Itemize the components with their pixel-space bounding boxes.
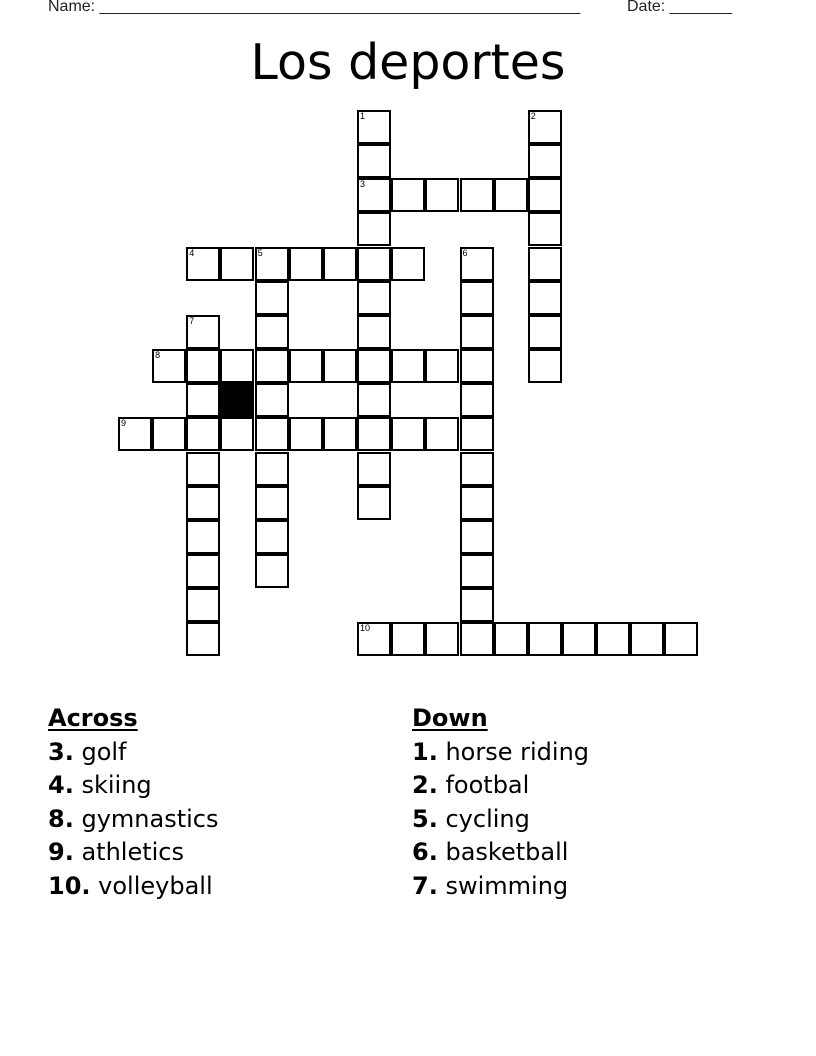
clue-text: cycling: [445, 804, 530, 833]
clue-text: skiing: [81, 771, 152, 799]
cell-number: 7: [189, 315, 195, 326]
crossword-cell[interactable]: [460, 315, 494, 349]
crossword-cell[interactable]: [528, 178, 562, 212]
clue-number: 10.: [48, 871, 91, 900]
crossword-cell[interactable]: [289, 247, 323, 281]
crossword-cell[interactable]: [528, 281, 562, 315]
crossword-cell[interactable]: [255, 281, 289, 315]
crossword-cell[interactable]: [255, 486, 289, 520]
crossword-cell[interactable]: [391, 247, 425, 281]
clue-item: [48, 736, 218, 770]
crossword-cell[interactable]: [391, 349, 425, 383]
crossword-cell[interactable]: [528, 247, 562, 281]
across-heading: Across: [48, 704, 138, 732]
crossword-cell[interactable]: [220, 417, 254, 451]
clue-number: 5.: [412, 804, 438, 833]
crossword-cell[interactable]: [460, 247, 494, 281]
cell-number: 1: [360, 111, 366, 121]
clue-number: 2.: [412, 771, 438, 799]
crossword-cell[interactable]: [186, 349, 220, 383]
crossword-cell[interactable]: [118, 417, 152, 451]
clue-text: swimming: [445, 871, 569, 900]
crossword-cell[interactable]: [186, 486, 220, 520]
clue-item: [412, 769, 589, 803]
crossword-cell[interactable]: [186, 417, 220, 451]
crossword-cell[interactable]: [186, 588, 220, 622]
crossword-cell[interactable]: [357, 110, 391, 144]
crossword-cell[interactable]: [460, 178, 494, 212]
crossword-cell[interactable]: [460, 520, 494, 554]
clue-text: horse riding: [445, 737, 590, 766]
crossword-cell[interactable]: [220, 247, 254, 281]
crossword-cell[interactable]: [186, 315, 220, 349]
cell-number: 10: [360, 623, 371, 634]
crossword-cell[interactable]: [186, 622, 220, 656]
clue-item: [48, 803, 218, 837]
crossword-cell[interactable]: [357, 178, 391, 212]
across-clues: [48, 702, 218, 903]
crossword-cell[interactable]: [186, 452, 220, 486]
clue-number: 1.: [412, 737, 438, 766]
crossword-cell[interactable]: [425, 417, 459, 451]
crossword-cell[interactable]: [528, 110, 562, 144]
cell-number: 5: [257, 247, 263, 258]
crossword-cell[interactable]: [596, 622, 630, 656]
crossword-cell[interactable]: [460, 622, 494, 656]
page-title: Los deportes: [250, 34, 566, 91]
crossword-cell[interactable]: [289, 349, 323, 383]
crossword-cell[interactable]: [186, 554, 220, 588]
crossword-cell[interactable]: [460, 486, 494, 520]
clue-text: basketball: [445, 838, 569, 866]
crossword-cell[interactable]: [494, 622, 528, 656]
crossword-cell[interactable]: [460, 452, 494, 486]
name-field-label[interactable]: Name: ______________________________________________________: [48, 0, 581, 15]
crossword-cell[interactable]: [255, 520, 289, 554]
crossword-cell[interactable]: [323, 247, 357, 281]
crossword-cell[interactable]: [460, 554, 494, 588]
down-clues: [412, 702, 589, 903]
crossword-cell[interactable]: [357, 486, 391, 520]
crossword-cell[interactable]: [357, 144, 391, 178]
crossword-cell[interactable]: [425, 622, 459, 656]
crossword-cell[interactable]: [425, 349, 459, 383]
cell-number: 8: [155, 350, 161, 361]
clue-item: [48, 769, 218, 803]
crossword-cell[interactable]: [391, 178, 425, 212]
crossword-cell[interactable]: [357, 247, 391, 281]
clue-number: 4.: [48, 771, 74, 799]
clue-number: 7.: [412, 871, 438, 900]
crossword-cell[interactable]: [357, 383, 391, 417]
clue-item: [48, 870, 218, 904]
cell-number: 9: [121, 418, 127, 429]
cell-number: 3: [360, 179, 366, 190]
crossword-cell[interactable]: [664, 622, 698, 656]
crossword-cell[interactable]: [460, 417, 494, 451]
crossword-cell[interactable]: [562, 622, 596, 656]
crossword-cell[interactable]: [255, 315, 289, 349]
clue-number: 9.: [48, 838, 74, 866]
crossword-cell[interactable]: [323, 349, 357, 383]
crossword-cell[interactable]: [255, 383, 289, 417]
clue-item: [412, 870, 589, 904]
cell-number: 4: [189, 247, 195, 258]
clue-number: 6.: [412, 838, 438, 866]
crossword-cell[interactable]: [255, 417, 289, 451]
clue-item: [48, 836, 218, 870]
cell-number: 2: [530, 111, 536, 121]
clue-item: [412, 736, 589, 770]
crossword-cell[interactable]: [494, 178, 528, 212]
crossword-cell[interactable]: [528, 144, 562, 178]
clue-number: 3.: [48, 737, 74, 766]
crossword-cell[interactable]: [255, 452, 289, 486]
crossword-cell[interactable]: [357, 315, 391, 349]
crossword-cell[interactable]: [186, 520, 220, 554]
clue-item: [412, 803, 589, 837]
date-field-label[interactable]: Date: _______: [627, 0, 732, 15]
crossword-cell[interactable]: [357, 349, 391, 383]
crossword-cell[interactable]: [186, 247, 220, 281]
crossword-cell[interactable]: [255, 554, 289, 588]
crossword-cell[interactable]: [289, 417, 323, 451]
crossword-cell[interactable]: [460, 281, 494, 315]
crossword-cell[interactable]: [323, 417, 357, 451]
crossword-cell[interactable]: [460, 588, 494, 622]
clue-text: volleyball: [98, 871, 213, 900]
crossword-cell[interactable]: [528, 315, 562, 349]
clue-text: gymnastics: [81, 804, 219, 833]
cell-number: 6: [462, 247, 468, 258]
crossword-cell[interactable]: [391, 622, 425, 656]
crossword-cell[interactable]: [357, 452, 391, 486]
crossword-cell[interactable]: [220, 349, 254, 383]
crossword-cell[interactable]: [255, 349, 289, 383]
crossword-cell[interactable]: [630, 622, 664, 656]
clue-text: golf: [81, 737, 127, 766]
crossword-cell[interactable]: [357, 281, 391, 315]
crossword-cell[interactable]: [528, 349, 562, 383]
crossword-cell[interactable]: [357, 212, 391, 246]
crossword-cell[interactable]: [425, 178, 459, 212]
crossword-cell[interactable]: [528, 212, 562, 246]
crossword-cell[interactable]: [460, 383, 494, 417]
clue-number: 8.: [48, 804, 74, 833]
crossword-cell[interactable]: [152, 349, 186, 383]
crossword-cell[interactable]: [357, 622, 391, 656]
crossword-block-cell: [220, 383, 254, 417]
crossword-cell[interactable]: [460, 349, 494, 383]
crossword-cell[interactable]: [528, 622, 562, 656]
down-heading: Down: [412, 704, 488, 732]
crossword-cell[interactable]: [152, 417, 186, 451]
crossword-cell[interactable]: [255, 247, 289, 281]
clue-text: athletics: [81, 838, 185, 866]
crossword-cell[interactable]: [391, 417, 425, 451]
crossword-cell[interactable]: [186, 383, 220, 417]
crossword-cell[interactable]: [357, 417, 391, 451]
clue-text: footbal: [445, 771, 530, 799]
clue-item: [412, 836, 589, 870]
